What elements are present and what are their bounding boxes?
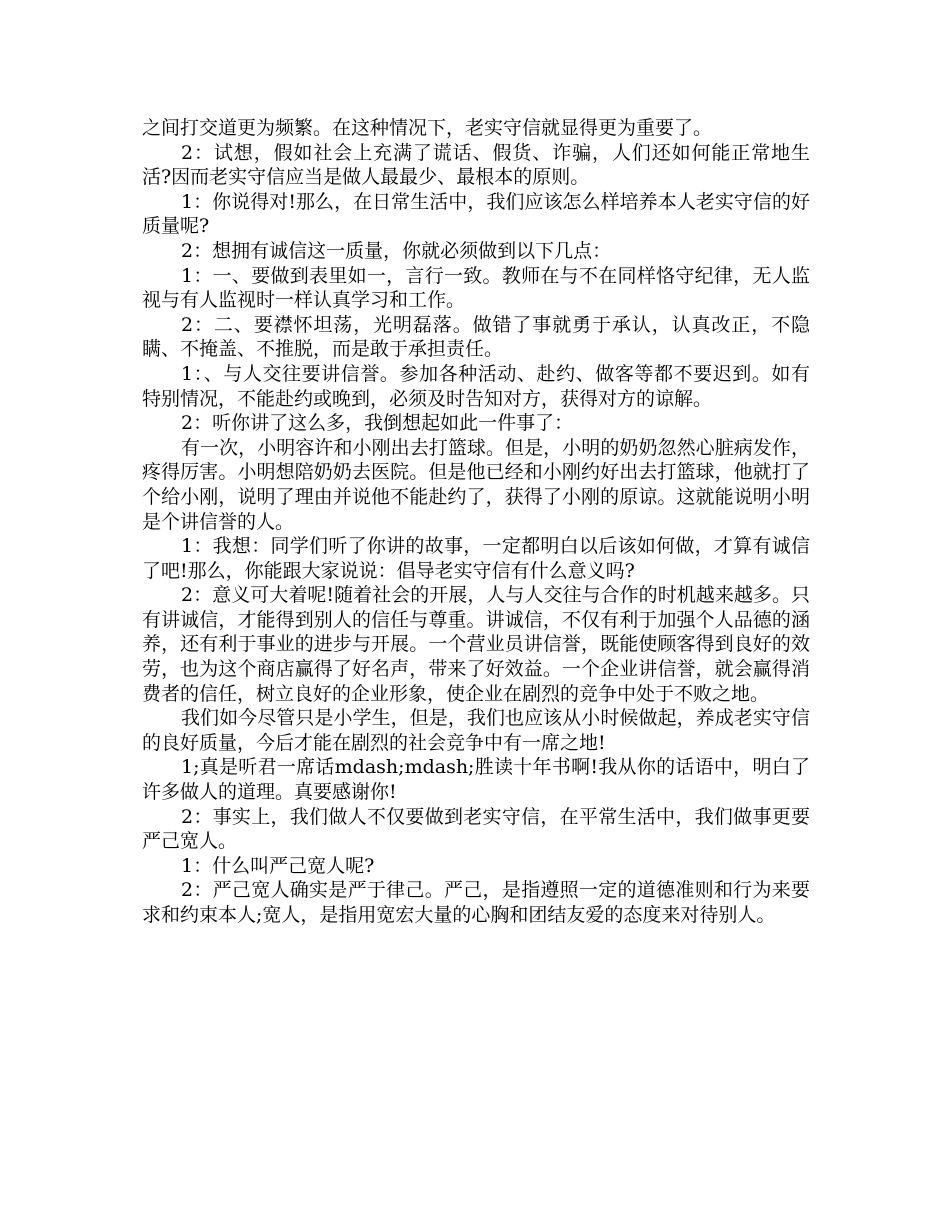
paragraph: 我们如今尽管只是小学生，但是，我们也应该从小时候做起，养成老实守信的良好质量，今后才能在剧烈的社会竞争中有一席之地! xyxy=(142,707,810,754)
document-body xyxy=(142,116,810,928)
paragraph: 2：二、要襟怀坦荡，光明磊落。做错了事就勇于承认，认真改正，不隐瞒、不掩盖、不推脱，而是敢于承担责任。 xyxy=(142,313,810,361)
paragraph: 1：、与人交往要讲信誉。参加各种活动、赴约、做客等都不要迟到。如有特别情况，不能赴约或晚到，必须及时告知对方，获得对方的谅解。 xyxy=(142,362,810,410)
paragraph: 2：试想，假如社会上充满了谎话、假货、诈骗，人们还如何能正常地生活?因而老实守信应当是做人最最少、最根本的原则。 xyxy=(142,141,810,189)
paragraph: 1：什么叫严己宽人呢? xyxy=(181,854,375,877)
paragraph: 1：你说得对!那么，在日常生活中，我们应该怎么样培养本人老实守信的好质量呢? xyxy=(142,190,810,238)
paragraph: 1：一、要做到表里如一，言行一致。教师在与不在同样恪守纪律，无人监视与有人监视时一样认真学习和工作。 xyxy=(142,264,810,312)
paragraph: 1：我想：同学们听了你讲的故事，一定都明白以后该如何做，才算有诚信了吧!那么，你能跟大家说说：倡导老实守信有什么意义吗? xyxy=(142,535,810,582)
paragraph: 2：事实上，我们做人不仅要做到老实守信，在平常生活中，我们做事更要严己宽人。 xyxy=(142,805,810,853)
paragraph: 1;真是听君一席话mdash;mdash;胜读十年书啊!我从你的话语中，明白了许多做人的道理。真要感谢你! xyxy=(142,756,810,804)
paragraph: 之间打交道更为频繁。在这种情况下，老实守信就显得更为重要了。 xyxy=(142,117,713,139)
paragraph: 有一次，小明容许和小刚出去打篮球。但是，小明的奶奶忽然心脏病发作，疼得厉害。小明想陪奶奶去医院。但是他已经和小刚约好出去打篮球，他就打了个给小刚，说明了理由并说他不能赴约了，获得了小刚的原谅。这就能说明小明是个讲信誉的人。 xyxy=(142,436,810,533)
paragraph: 2：听你讲了这么多，我倒想起如此一件事了： xyxy=(181,412,574,435)
paragraph: 2：想拥有诚信这一质量，你就必须做到以下几点： xyxy=(181,239,612,262)
paragraph: 2：意义可大着呢!随着社会的开展，人与人交往与合作的时机越来越多。只有讲诚信，才能得到别人的信任与尊重。讲诚信，不仅有利于加强个人品德的涵养，还有利于事业的进步与开展。一个营业员讲信誉，既能使顾客得到良好的效劳，也为这个商店赢得了好名声，带来了好效益。一个企业讲信誉，就会赢得消费者的信任，树立良好的企业形象，使企业在剧烈的竞争中处于不败之地。 xyxy=(142,584,810,705)
paragraph: 2：严己宽人确实是严于律己。严己，是指遵照一定的道德准则和行为来要求和约束本人;宽人，是指用宽宏大量的心胸和团结友爱的态度来对待别人。 xyxy=(142,879,810,926)
